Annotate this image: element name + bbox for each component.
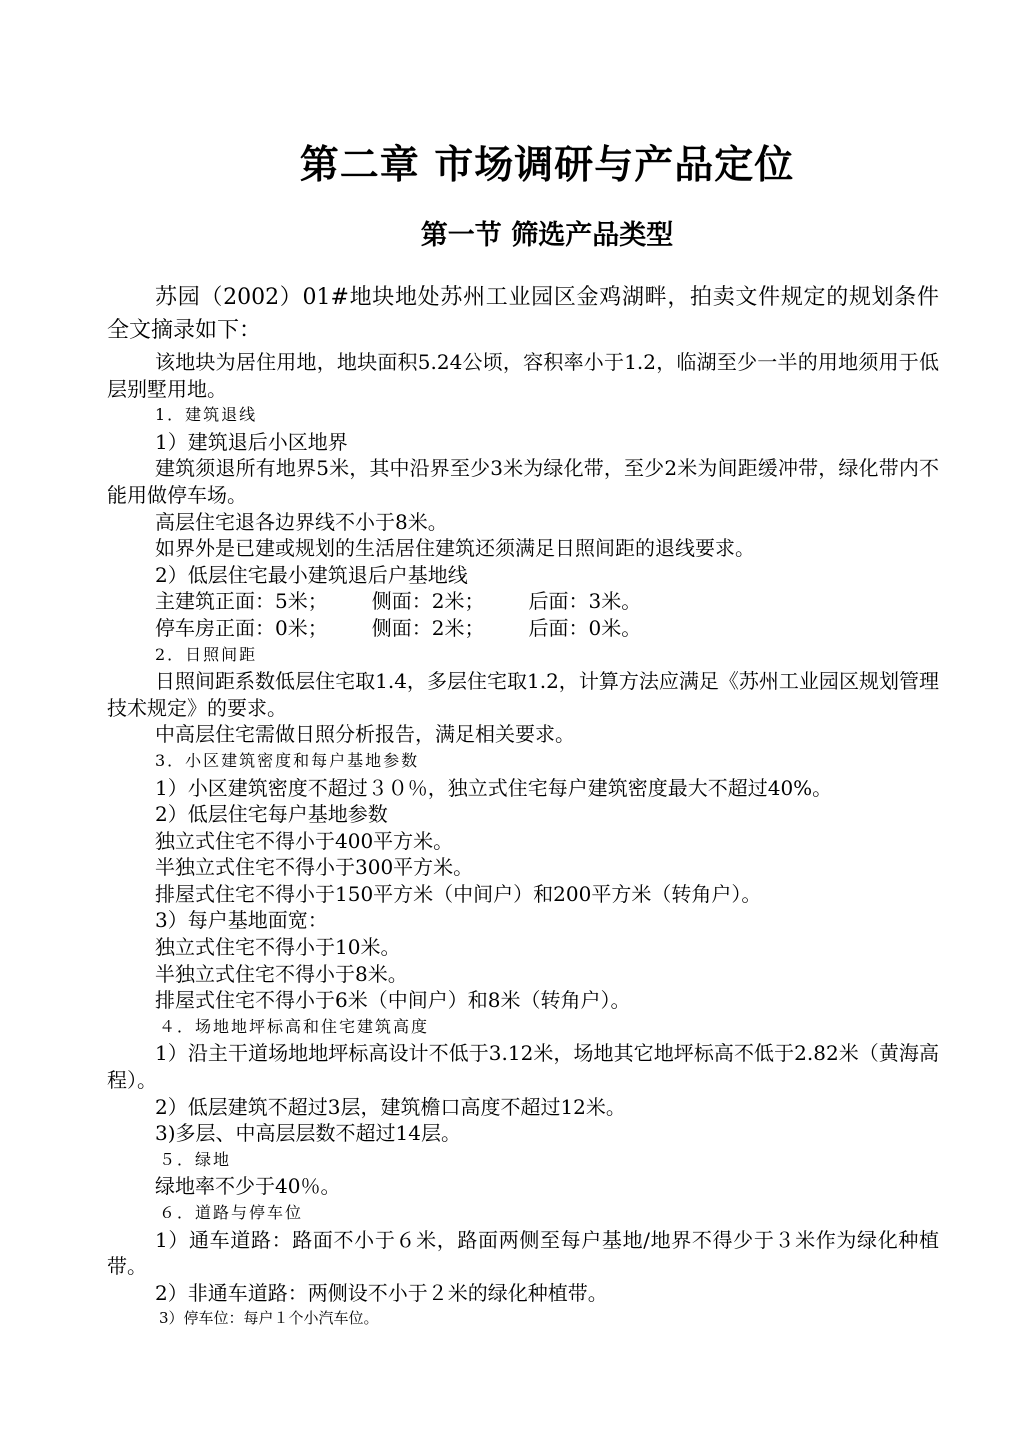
paragraph: 1）小区建筑密度不超过３０％，独立式住宅每户建筑密度最大不超过40%。 <box>155 775 833 800</box>
garage-side: 侧面：2米； <box>371 615 485 640</box>
document-body <box>107 281 939 1330</box>
paragraph: 半独立式住宅不得小于300平方米。 <box>155 855 474 880</box>
paragraph: 排屋式住宅不得小于150平方米（中间户）和200平方米（转角户）。 <box>155 881 762 906</box>
main-front: 主建筑正面：5米； <box>155 589 328 614</box>
chapter-title: 第二章 市场调研与产品定位 <box>299 142 795 188</box>
setback-row-main <box>107 588 939 615</box>
clause-heading: ５．绿地 <box>159 1149 232 1169</box>
clause-heading: 3．小区建筑密度和每户基地参数 <box>155 750 420 770</box>
garage-back: 后面：0米。 <box>528 615 642 640</box>
paragraph: 2）非通车道路：两侧设不小于２米的绿化种植带。 <box>155 1280 608 1305</box>
paragraph: 3)多层、中高层层数不超过14层。 <box>155 1121 461 1146</box>
main-side: 侧面：2米； <box>371 589 485 614</box>
paragraph: 独立式住宅不得小于400平方米。 <box>155 828 454 853</box>
subclause-heading: 2）低层住宅每户基地参数 <box>155 802 388 827</box>
clause-heading: 1．建筑退线 <box>155 405 258 425</box>
clause-heading: ４．场地地坪标高和住宅建筑高度 <box>159 1016 430 1036</box>
paragraph: 如界外是已建或规划的生活居住建筑还须满足日照间距的退线要求。 <box>155 536 755 561</box>
paragraph: 1）沿主干道场地地坪标高设计不低于3.12米，场地其它地坪标高不低于2.82米（黄海高程）。 <box>107 1041 939 1093</box>
clause-heading: 2．日照间距 <box>155 644 258 664</box>
paragraph: 高层住宅退各边界线不小于8米。 <box>155 509 448 534</box>
paragraph: 半独立式住宅不得小于8米。 <box>155 961 408 986</box>
paragraph: 绿地率不少于40％。 <box>155 1174 341 1199</box>
paragraph: 排屋式住宅不得小于6米（中间户）和8米（转角户）。 <box>155 988 631 1013</box>
paragraph: 中高层住宅需做日照分析报告，满足相关要求。 <box>155 722 575 747</box>
paragraph: 1）通车道路：路面不小于６米，路面两侧至每户基地/地界不得少于３米作为绿化种植带。 <box>107 1227 939 1279</box>
paragraph: 2）低层建筑不超过3层，建筑檐口高度不超过12米。 <box>155 1094 626 1119</box>
section-title: 第一节 筛选产品类型 <box>420 220 674 251</box>
subclause-heading: 3）每户基地面宽： <box>155 908 328 933</box>
setback-row-garage <box>107 615 939 642</box>
main-back: 后面：3米。 <box>528 589 642 614</box>
paragraph: 该地块为居住用地，地块面积5.24公顷，容积率小于1.2，临湖至少一半的用地须用于低层别墅用地。 <box>107 350 939 401</box>
clause-heading: ６．道路与停车位 <box>159 1203 304 1222</box>
paragraph: 日照间距系数低层住宅取1.4，多层住宅取1.2，计算方法应满足《苏州工业园区规划管理技术规定》的要求。 <box>107 669 939 720</box>
subclause-heading: 2）低层住宅最小建筑退后户基地线 <box>155 562 468 587</box>
paragraph: 3）停车位：每户１个小汽车位。 <box>159 1309 379 1328</box>
paragraph: 建筑须退所有地界5米，其中沿界至少3米为绿化带，至少2米为间距缓冲带，绿化带内不能用做停车场。 <box>107 456 939 507</box>
paragraph: 独立式住宅不得小于10米。 <box>155 935 401 960</box>
garage-front: 停车房正面：0米； <box>155 615 328 640</box>
intro-paragraph: 苏园（2002）01#地块地处苏州工业园区金鸡湖畔，拍卖文件规定的规划条件全文摘录如下： <box>107 285 939 343</box>
subclause-heading: 1）建筑退后小区地界 <box>155 429 348 454</box>
